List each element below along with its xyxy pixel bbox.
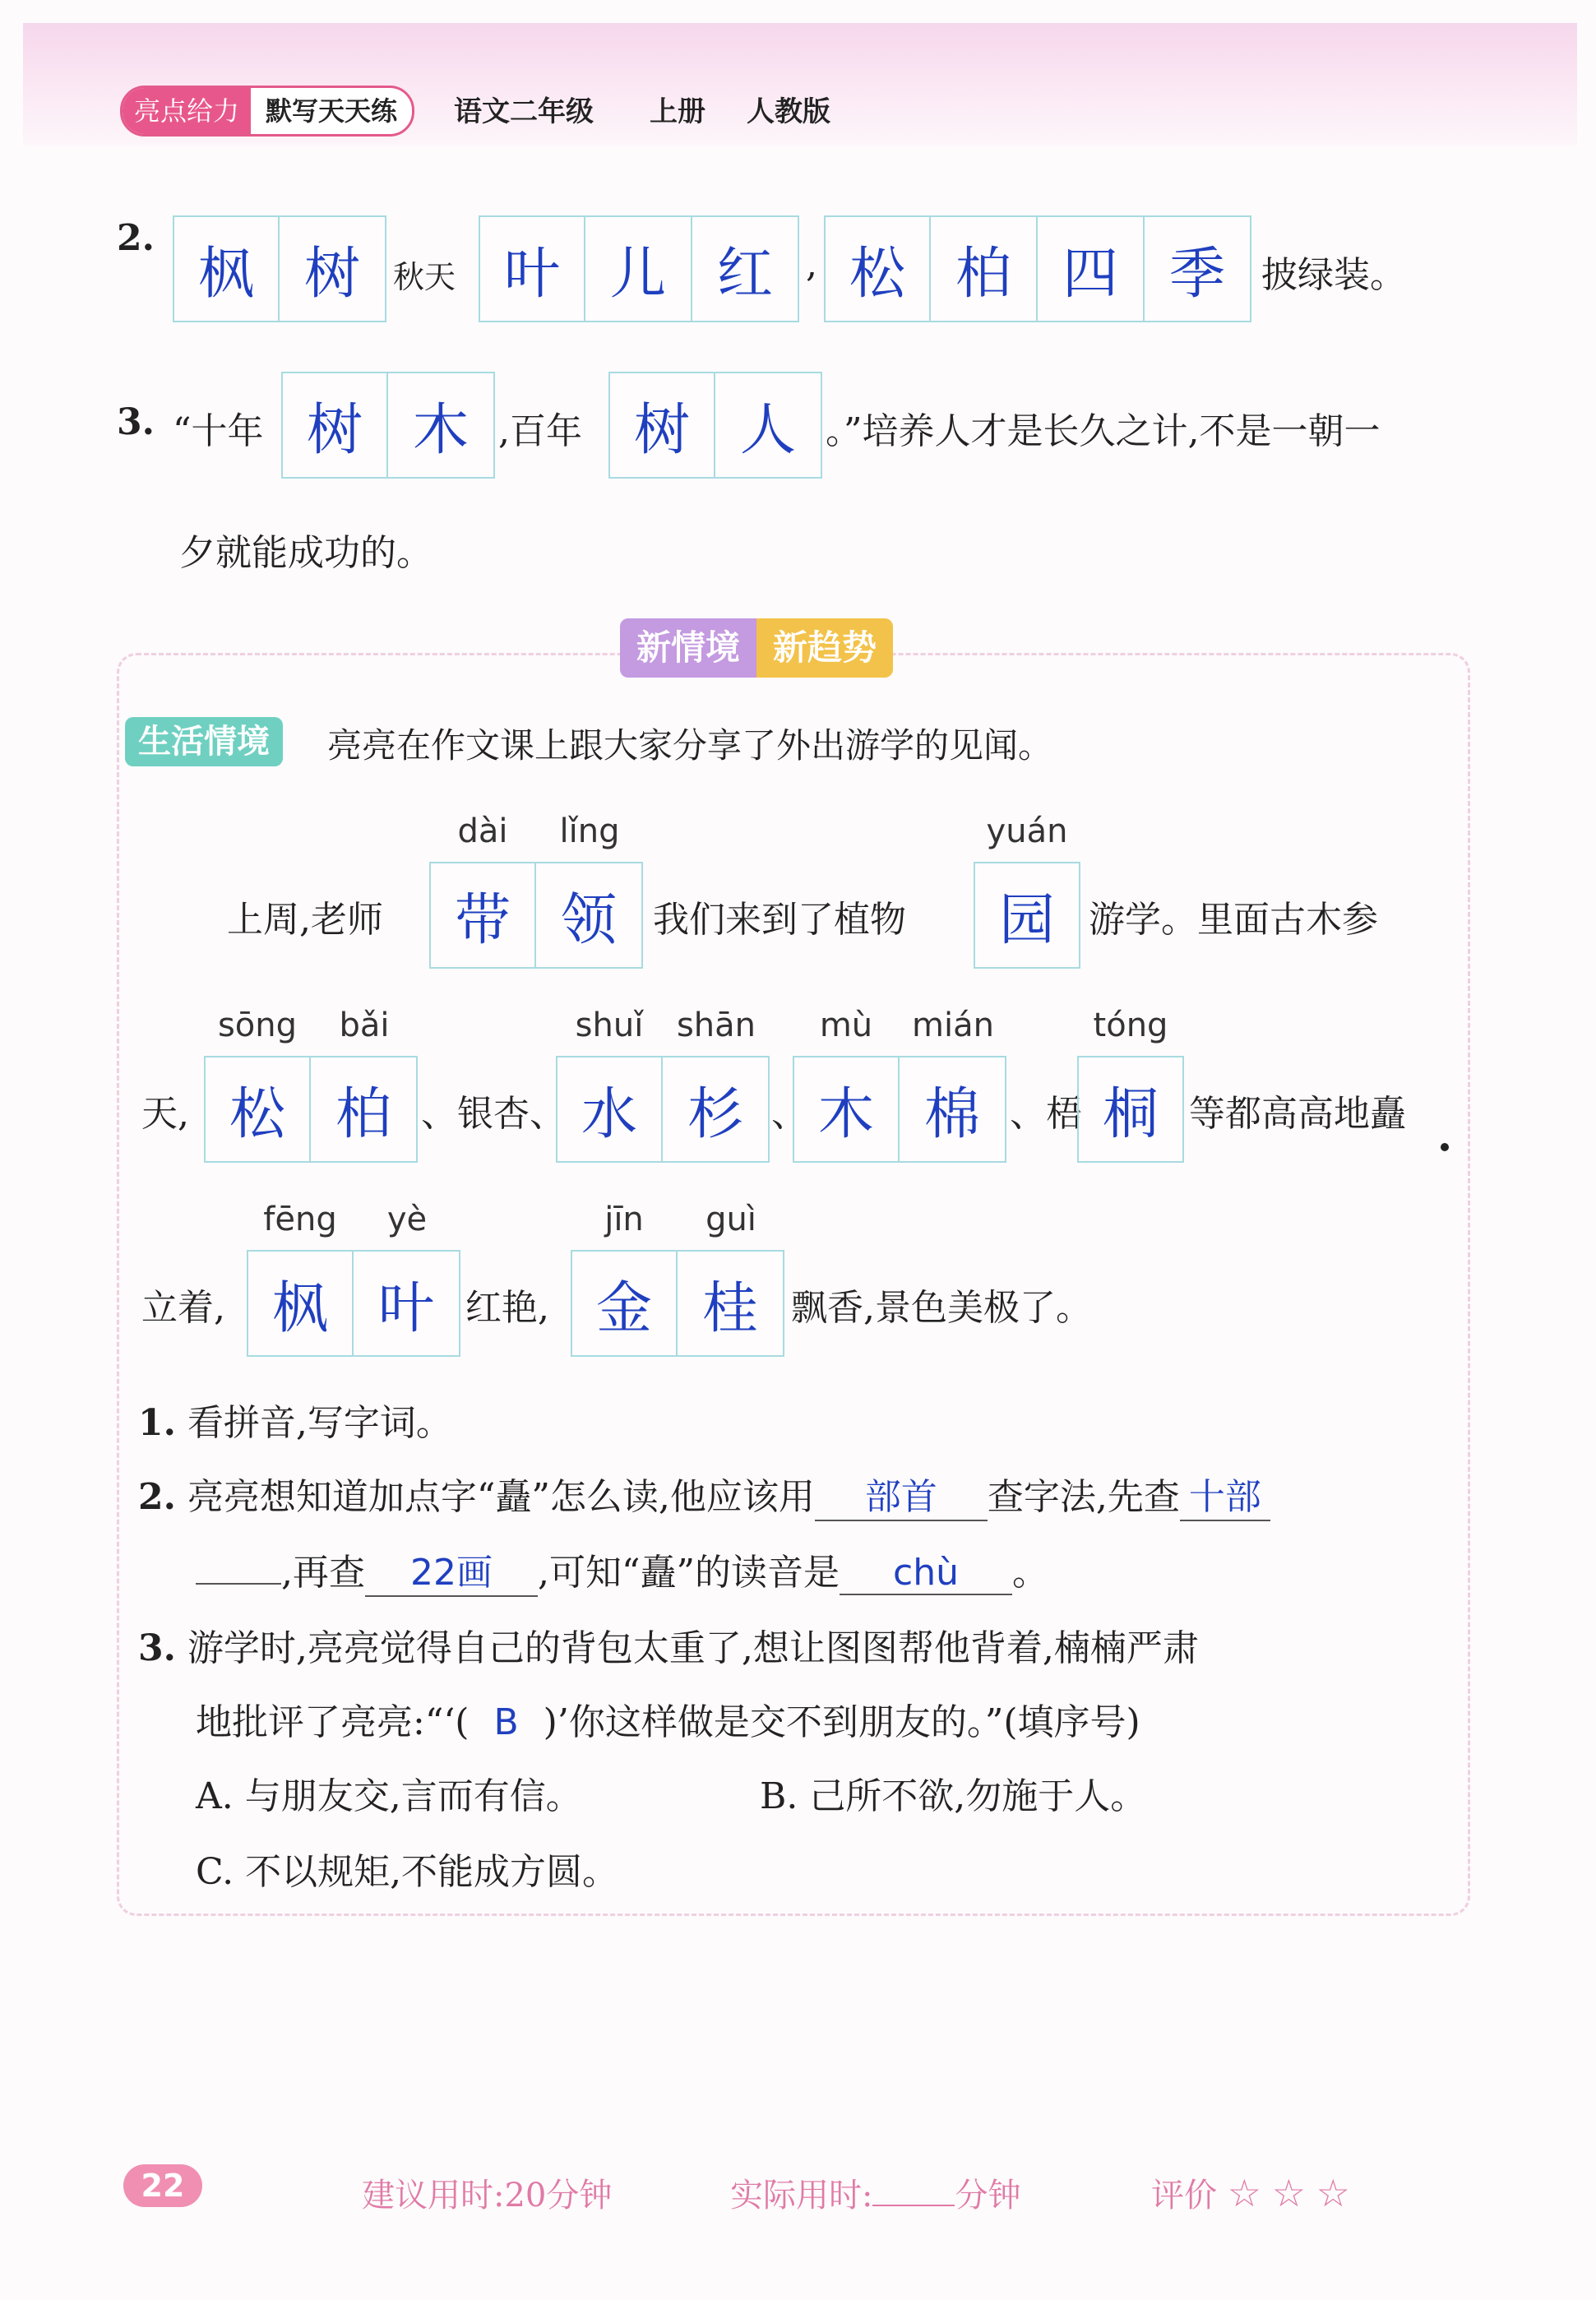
pinyin: fēng bbox=[263, 1201, 337, 1238]
passage-row2-sep3: 、梧 bbox=[1010, 1093, 1082, 1135]
answer-box: 红 bbox=[692, 215, 799, 322]
option-a: A. 与朋友交,言而有信。 bbox=[196, 1775, 582, 1817]
answer-box: 儿 bbox=[585, 215, 692, 322]
answer-box: 水 bbox=[556, 1056, 663, 1163]
badge-new-trend: 新趋势 bbox=[756, 618, 893, 678]
pinyin-row bbox=[1077, 1007, 1184, 1044]
pinyin: yuán bbox=[986, 812, 1068, 850]
q2-boxes-1 bbox=[173, 215, 386, 322]
star-icon[interactable]: ☆ bbox=[1271, 2171, 1306, 2215]
passage-row1-pre: 上周,老师 bbox=[227, 899, 383, 941]
series-badge-right: 默写天天练 bbox=[266, 95, 398, 127]
pinyin: tóng bbox=[1093, 1007, 1168, 1044]
pinyin: guì bbox=[705, 1201, 756, 1238]
q3-line2: 夕就能成功的。 bbox=[179, 532, 433, 574]
answer-blank: 部首 bbox=[815, 1467, 988, 1521]
question-3-line1: 3. 游学时,亮亮觉得自己的背包太重了,想让图图帮他背着,楠楠严肃 bbox=[138, 1627, 1199, 1669]
pinyin: dài bbox=[457, 812, 508, 850]
passage-row2-boxes3 bbox=[793, 1056, 1006, 1163]
page-number: 22 bbox=[123, 2164, 202, 2207]
pinyin-row bbox=[556, 1007, 770, 1044]
new-situation-badge bbox=[620, 618, 893, 678]
q2-number: 2. bbox=[117, 217, 155, 259]
pinyin-row bbox=[429, 812, 643, 850]
life-situation-text: 亮亮在作文课上跟大家分享了外出游学的见闻。 bbox=[327, 725, 1053, 766]
q2-tail: 披绿装。 bbox=[1261, 254, 1406, 296]
q3-tail: 。”培养人才是长久之计,不是一朝一 bbox=[826, 410, 1381, 452]
pinyin-row bbox=[793, 1007, 1006, 1044]
answer-box: 金 bbox=[571, 1250, 678, 1357]
series-badge bbox=[120, 86, 414, 137]
answer-blank: chù bbox=[840, 1552, 1012, 1595]
answer-box: 枫 bbox=[173, 215, 280, 322]
series-badge-left: 亮点给力 bbox=[123, 88, 251, 134]
q3-boxes-1 bbox=[281, 372, 495, 479]
passage-row1-mid: 我们来到了植物 bbox=[653, 899, 906, 941]
answer-box: 柏 bbox=[931, 215, 1038, 322]
answer-box: 棉 bbox=[900, 1056, 1006, 1163]
pinyin: yè bbox=[386, 1201, 428, 1238]
option-b: B. 己所不欲,勿施于人。 bbox=[760, 1775, 1147, 1817]
rating: 评价 ☆ ☆ ☆ bbox=[1151, 2171, 1350, 2215]
passage-row3-lead: 立着, bbox=[141, 1287, 225, 1329]
pinyin-row bbox=[571, 1201, 784, 1238]
passage-row2-boxes1 bbox=[204, 1056, 418, 1163]
passage-row3-mid: 红艳, bbox=[465, 1287, 549, 1329]
passage-row2-tail: 等都高高地矗 bbox=[1189, 1093, 1406, 1135]
answer-box: 枫 bbox=[247, 1250, 354, 1357]
pinyin: sōng bbox=[217, 1007, 298, 1044]
answer-choice: B bbox=[493, 1701, 519, 1743]
passage-row3-tail: 飘香,景色美极了。 bbox=[791, 1287, 1092, 1329]
header-subject: 语文二年级 bbox=[454, 95, 594, 128]
answer-box: 树 bbox=[608, 372, 715, 479]
q3-lead: “十年 bbox=[173, 410, 264, 452]
q3-boxes-2 bbox=[608, 372, 822, 479]
question-3-line2: 地批评了亮亮:“‘( B )’你这样做是交不到朋友的。”(填序号) bbox=[196, 1701, 1140, 1743]
answer-box: 杉 bbox=[663, 1056, 770, 1163]
question-2-line1: 2. 亮亮想知道加点字“矗”怎么读,他应该用 部首 查字法,先查 十部 bbox=[138, 1467, 1270, 1521]
pinyin: bǎi bbox=[339, 1007, 390, 1044]
pinyin-row bbox=[974, 812, 1080, 850]
star-icon[interactable]: ☆ bbox=[1316, 2171, 1350, 2215]
pinyin: mù bbox=[819, 1007, 873, 1044]
answer-blank bbox=[196, 1583, 281, 1585]
answer-box: 木 bbox=[793, 1056, 900, 1163]
passage-row2-boxes4 bbox=[1077, 1056, 1184, 1163]
q2-mid2: , bbox=[806, 243, 817, 285]
answer-box: 四 bbox=[1038, 215, 1145, 322]
question-2-line2: ,再查 22画 ,可知“矗”的读音是 chù 。 bbox=[196, 1543, 1048, 1597]
badge-new-context: 新情境 bbox=[620, 618, 756, 678]
passage-row1-tail: 游学。里面古木参 bbox=[1089, 899, 1378, 941]
pinyin: mián bbox=[912, 1007, 994, 1044]
q2-boxes-2 bbox=[479, 215, 799, 322]
passage-row3-boxes1 bbox=[247, 1250, 460, 1357]
passage-row1-boxes1 bbox=[429, 862, 643, 969]
option-c: C. 不以规矩,不能成方圆。 bbox=[196, 1851, 619, 1893]
passage-row2-lead: 天, bbox=[141, 1093, 189, 1135]
answer-box: 松 bbox=[824, 215, 931, 322]
pinyin: shān bbox=[676, 1007, 756, 1044]
answer-box: 领 bbox=[536, 862, 643, 969]
q2-top-row bbox=[117, 217, 155, 259]
actual-time-blank[interactable] bbox=[872, 2205, 955, 2206]
answer-box: 园 bbox=[974, 862, 1080, 969]
pinyin: shuǐ bbox=[575, 1007, 644, 1044]
answer-blank: 22画 bbox=[365, 1543, 538, 1597]
q3-mid: ,百年 bbox=[498, 410, 582, 452]
passage-row2-sep2: 、 bbox=[771, 1093, 807, 1135]
passage-row2-boxes2 bbox=[556, 1056, 770, 1163]
answer-box: 带 bbox=[429, 862, 536, 969]
passage-row1-boxes2 bbox=[974, 862, 1080, 969]
answer-box: 树 bbox=[280, 215, 386, 322]
passage-row3-boxes2 bbox=[571, 1250, 784, 1357]
pinyin-row bbox=[247, 1201, 460, 1238]
pinyin: lǐng bbox=[559, 812, 620, 850]
answer-box: 木 bbox=[388, 372, 495, 479]
header-volume: 上册 bbox=[650, 95, 705, 128]
answer-box: 桐 bbox=[1077, 1056, 1184, 1163]
answer-box: 季 bbox=[1145, 215, 1251, 322]
question-1: 1. 看拼音,写字词。 bbox=[138, 1402, 452, 1444]
q2-mid1: 秋天 bbox=[393, 259, 456, 295]
answer-box: 叶 bbox=[479, 215, 585, 322]
pinyin-row bbox=[204, 1007, 418, 1044]
emphasis-dot bbox=[1441, 1143, 1449, 1151]
suggested-time: 建议用时:20分钟 bbox=[362, 2177, 613, 2214]
answer-box: 松 bbox=[204, 1056, 311, 1163]
answer-box: 桂 bbox=[678, 1250, 784, 1357]
pinyin: jīn bbox=[604, 1201, 644, 1238]
star-icon[interactable]: ☆ bbox=[1227, 2171, 1261, 2215]
header-edition: 人教版 bbox=[747, 95, 830, 128]
q3-number: 3. bbox=[117, 401, 155, 443]
passage-row2-sep1: 、银杏、 bbox=[421, 1093, 566, 1135]
q2-boxes-3 bbox=[824, 215, 1251, 322]
answer-box: 柏 bbox=[311, 1056, 418, 1163]
answer-box: 人 bbox=[715, 372, 822, 479]
life-situation-tag: 生活情境 bbox=[125, 717, 283, 766]
actual-time: 实际用时: 分钟 bbox=[730, 2177, 1021, 2214]
answer-box: 树 bbox=[281, 372, 388, 479]
answer-box: 叶 bbox=[354, 1250, 460, 1357]
answer-blank: 十部 bbox=[1180, 1467, 1270, 1521]
